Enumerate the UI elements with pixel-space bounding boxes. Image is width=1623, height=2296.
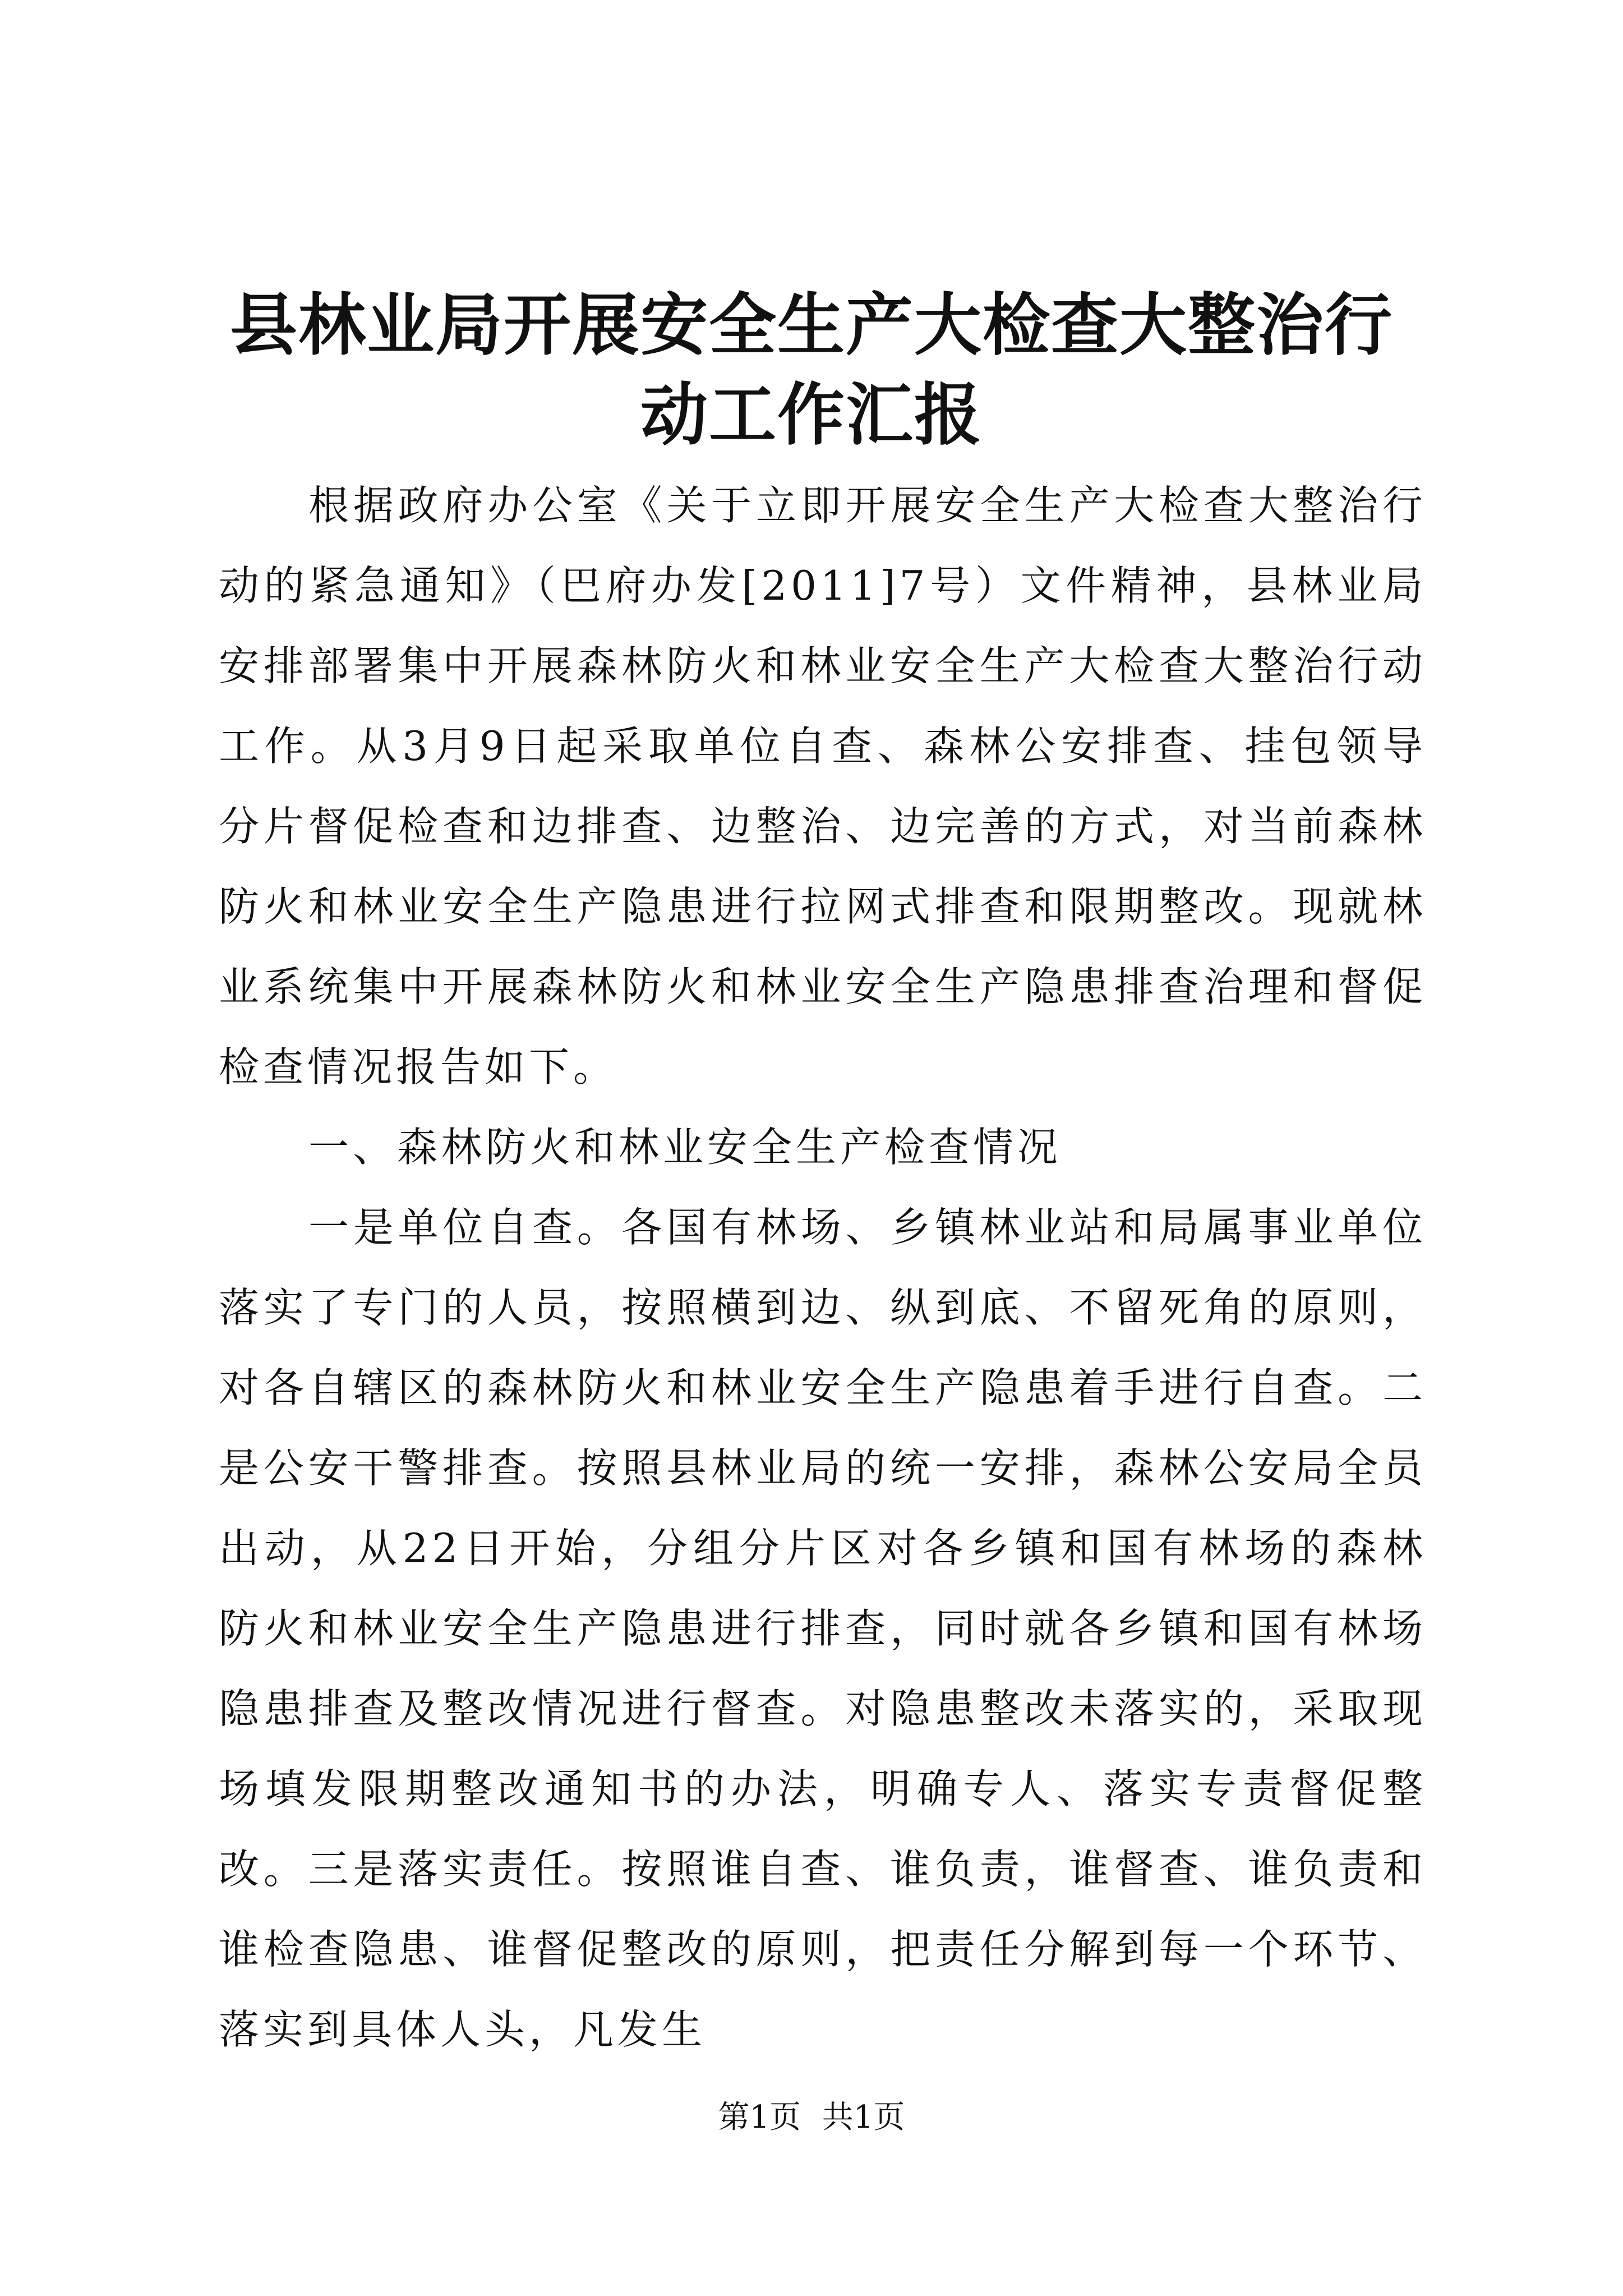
page-number: 第1页 xyxy=(718,2099,801,2136)
page-total: 共1页 xyxy=(822,2099,905,2136)
paragraph-details: 一是单位自查。各国有林场、乡镇林业站和局属事业单位落实了专门的人员，按照横到边、纵到底、不留死角的原则，对各自辖区的森林防火和林业安全生产隐患着手进行自查。二是公安干警排查。按照县林业局的统一安排，森林公安局全员出动，从22日开始，分组分片区对各乡镇和国有林场的森林防火和林业安全生产隐患进行排查，同时就各乡镇和国有林场隐患排查及整改情况进行督查。对隐患整改未落实的，采取现场填发限期整改通知书的办法，明确专人、落实专责督促整改。三是落实责任。按照谁自查、谁负责，谁督查、谁负责和谁检查隐患、谁督促整改的原则，把责任分解到每一个环节、落实到具体人头，凡发生 xyxy=(219,1204,1427,2053)
document-title: 县林业局开展安全生产大检查大整治行动工作汇报 xyxy=(230,286,1393,454)
section-heading: 一、森林防火和林业安全生产检查情况 xyxy=(308,1124,1062,1171)
paragraph-intro: 根据政府办公室《关于立即开展安全生产大检查大整治行动的紧急通知》（巴府办发[2011]7号）文件精神，县林业局安排部署集中开展森林防火和林业安全生产大检查大整治行动工作。从3月9日起采取单位自查、森林公安排查、挂包领导分片督促检查和边排查、边整治、边完善的方式，对当前森林防火和林业安全生产隐患进行拉网式排查和限期整改。现就林业系统集中开展森林防火和林业安全生产隐患排查治理和督促检查情况报告如下。 xyxy=(219,482,1427,1091)
document-body xyxy=(219,466,1427,2070)
page-footer xyxy=(0,2098,1623,2137)
